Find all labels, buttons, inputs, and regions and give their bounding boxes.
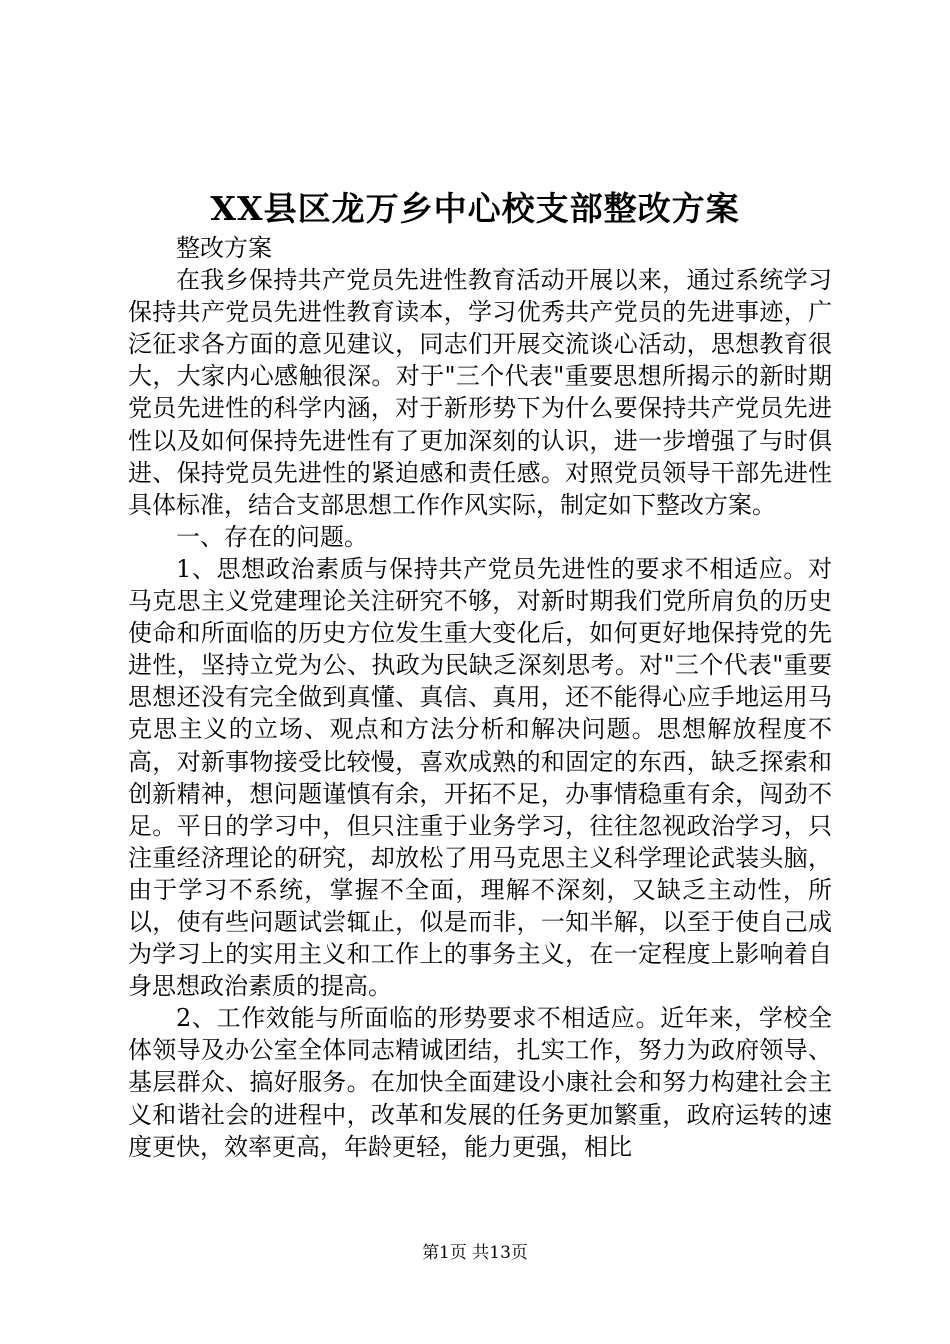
page-number-footer: 第1页 共13页 [422,1243,528,1263]
paragraph-heading: 整改方案 [176,234,272,262]
section-heading-problems: 一、存在的问题。 [176,522,368,551]
paragraph-problem-1: 1、思想政治素质与保持共产党员先进性的要求不相适应。对马克思主义党建理论关注研究不够，对新时期我们党所肩负的历史使命和所面临的历史方位发生重大变化后，如何更好地保持党的先进性，坚持立党为公、执政为民缺乏深刻思考。对"三个代表"重要思想还没有完全做到真懂、真信、真用，还不能得心应手地运用马克思主义的立场、观点和方法分析和解决问题。思想解放程度不高，对新事物接受比较慢，喜欢成熟的和固定的东西，缺乏探索和创新精神，想问题谨慎有余，开拓不足，办事情稳重有余，闯劲不足。平日的学习中，但只注重于业务学习，往往忽视政治学习，只注重经济理论的研究，却放松了用马克思主义科学理论武装头脑，由于学习不系统，掌握不全面，理解不深刻，又缺乏主动性，所以，使有些问题试尝辄止，似是而非，一知半解，以至于使自己成为学习上的实用主义和工作上的事务主义，在一定程度上影响着自身思想政治素质的提高。 [128,554,832,1001]
paragraph-problem-2: 2、工作效能与所面临的形势要求不相适应。近年来，学校全体领导及办公室全体同志精诚团结，扎实工作，努力为政府领导、基层群众、搞好服务。在加快全面建设小康社会和努力构建社会主义和谐社会的进程中，改革和发展的任务更加繁重，政府运转的速度更快，效率更高，年龄更轻，能力更强，相比 [128,1004,832,1161]
document-title: XX县区龙万乡中心校支部整改方案 [210,189,740,228]
paragraph-intro: 在我乡保持共产党员先进性教育活动开展以来，通过系统学习保持共产党员先进性教育读本，学习优秀共产党员的先进事迹，广泛征求各方面的意见建议，同志们开展交流谈心活动，思想教育很大，大家内心感触很深。对于"三个代表"重要思想所揭示的新时期党员先进性的科学内涵，对于新形势下为什么要保持共产党员先进性以及如何保持先进性有了更加深刻的认识，进一步增强了与时俱进、保持党员先进性的紧迫感和责任感。对照党员领导干部先进性具体标准，结合支部思想工作作风实际，制定如下整改方案。 [128,266,832,519]
document-body [128,232,832,1163]
